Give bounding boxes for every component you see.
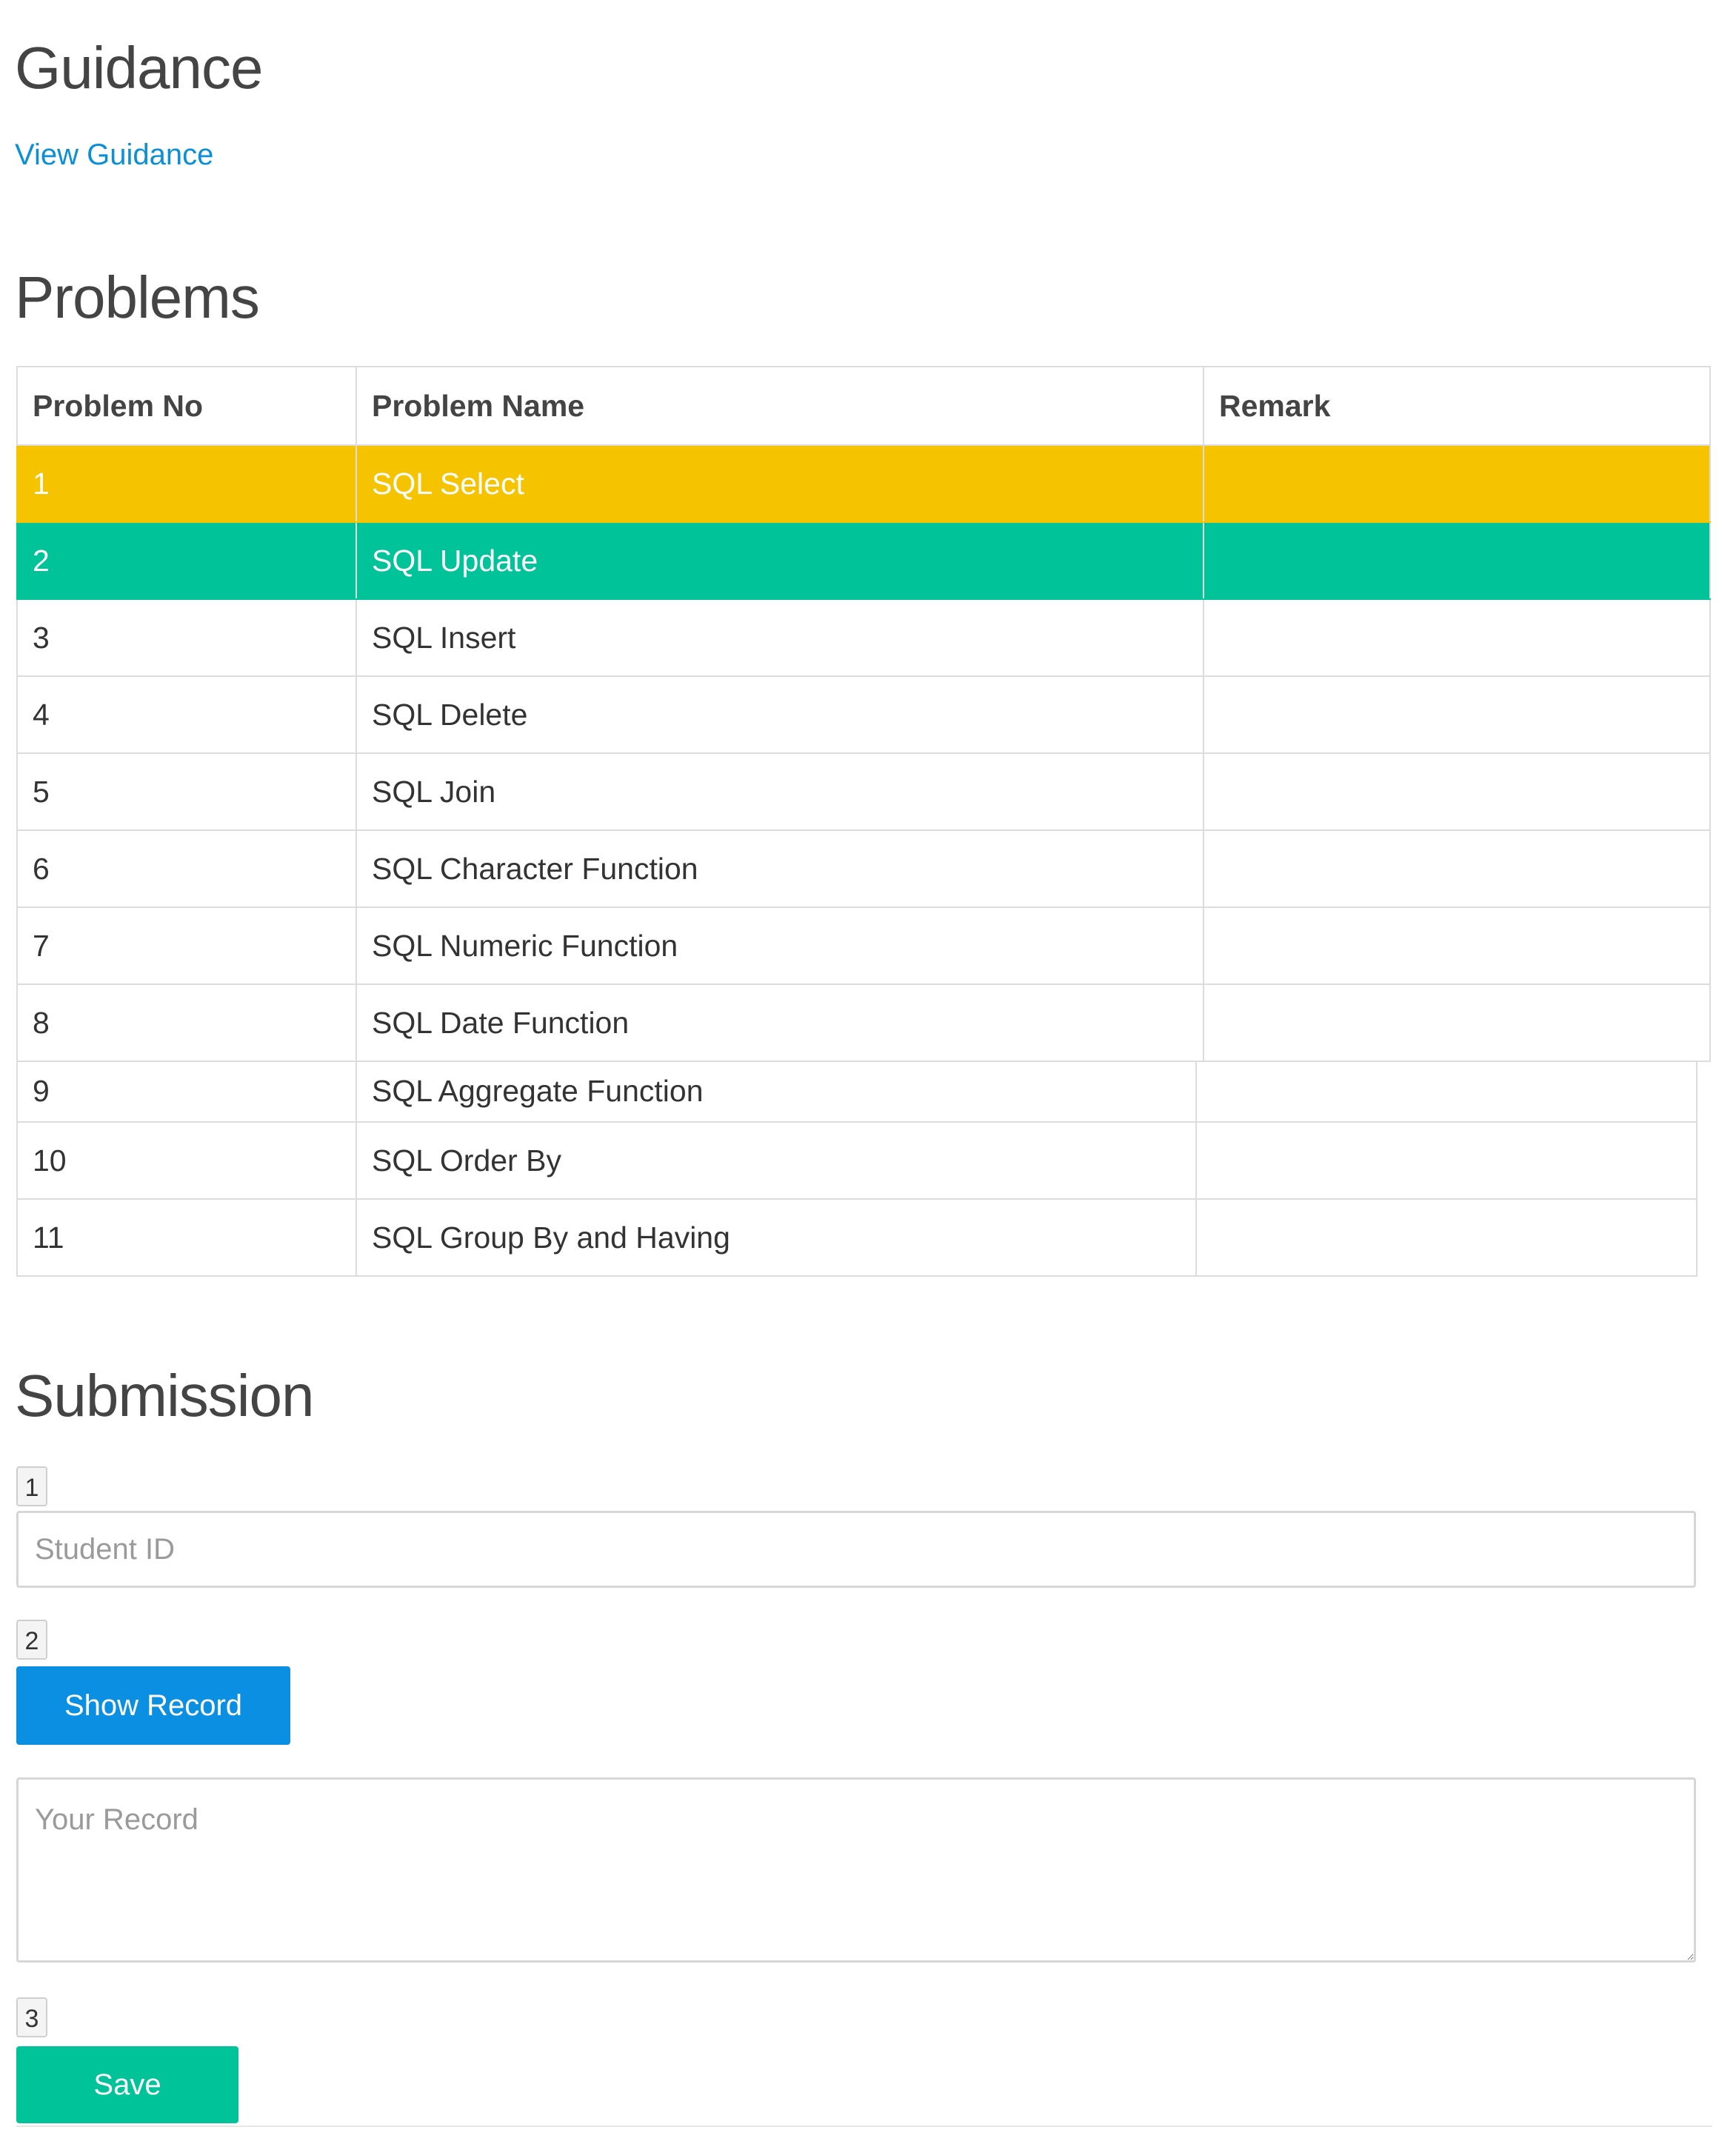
problem-no-cell: 6 <box>17 830 356 907</box>
student-id-input[interactable] <box>16 1511 1696 1588</box>
table-header-row <box>17 367 1710 445</box>
problem-name-cell: SQL Group By and Having <box>356 1199 1196 1276</box>
remark-cell <box>1203 907 1710 984</box>
remark-cell <box>1196 1122 1697 1199</box>
table-row[interactable] <box>17 445 1710 522</box>
submission-heading: Submission <box>15 1363 314 1429</box>
problem-no-cell: 4 <box>17 676 356 753</box>
remark-cell <box>1203 753 1710 830</box>
problem-name-cell: SQL Character Function <box>356 830 1203 907</box>
record-textarea[interactable] <box>16 1777 1696 1963</box>
table-row[interactable] <box>17 907 1710 984</box>
table-row[interactable] <box>17 753 1710 830</box>
remark-cell <box>1203 522 1710 599</box>
show-record-button[interactable]: Show Record <box>16 1666 290 1745</box>
step-1-badge: 1 <box>16 1466 47 1506</box>
problem-name-cell: SQL Select <box>356 445 1203 522</box>
step-2-badge: 2 <box>16 1620 47 1660</box>
problems-table-continued <box>16 1061 1697 1277</box>
column-header-problem-name: Problem Name <box>356 367 1203 445</box>
problem-name-cell: SQL Update <box>356 522 1203 599</box>
problem-no-cell: 5 <box>17 753 356 830</box>
table-row[interactable] <box>17 599 1710 676</box>
remark-cell <box>1203 984 1710 1061</box>
remark-cell <box>1203 676 1710 753</box>
problem-name-cell: SQL Date Function <box>356 984 1203 1061</box>
divider <box>16 2125 1712 2127</box>
problem-name-cell: SQL Join <box>356 753 1203 830</box>
problem-no-cell: 3 <box>17 599 356 676</box>
remark-cell <box>1196 1061 1697 1122</box>
table-row[interactable] <box>17 1122 1697 1199</box>
problem-name-cell: SQL Order By <box>356 1122 1196 1199</box>
step-3-badge: 3 <box>16 1997 47 2037</box>
save-button[interactable]: Save <box>16 2046 238 2123</box>
problems-table <box>16 366 1711 1062</box>
remark-cell <box>1203 445 1710 522</box>
problem-no-cell: 7 <box>17 907 356 984</box>
table-row[interactable] <box>17 1199 1697 1276</box>
remark-cell <box>1203 599 1710 676</box>
problem-name-cell: SQL Aggregate Function <box>356 1061 1196 1122</box>
problems-heading: Problems <box>15 264 259 330</box>
remark-cell <box>1203 830 1710 907</box>
remark-cell <box>1196 1199 1697 1276</box>
table-row[interactable] <box>17 830 1710 907</box>
problem-no-cell: 10 <box>17 1122 356 1199</box>
table-row[interactable] <box>17 984 1710 1061</box>
table-row[interactable] <box>17 1061 1697 1122</box>
column-header-problem-no: Problem No <box>17 367 356 445</box>
problem-name-cell: SQL Delete <box>356 676 1203 753</box>
view-guidance-link[interactable]: View Guidance <box>15 138 214 171</box>
problem-no-cell: 8 <box>17 984 356 1061</box>
problem-no-cell: 11 <box>17 1199 356 1276</box>
column-header-remark: Remark <box>1203 367 1710 445</box>
problem-name-cell: SQL Numeric Function <box>356 907 1203 984</box>
problem-no-cell: 9 <box>17 1061 356 1122</box>
problem-no-cell: 2 <box>17 522 356 599</box>
problem-name-cell: SQL Insert <box>356 599 1203 676</box>
problem-no-cell: 1 <box>17 445 356 522</box>
guidance-heading: Guidance <box>15 35 263 101</box>
table-row[interactable] <box>17 522 1710 599</box>
table-row[interactable] <box>17 676 1710 753</box>
